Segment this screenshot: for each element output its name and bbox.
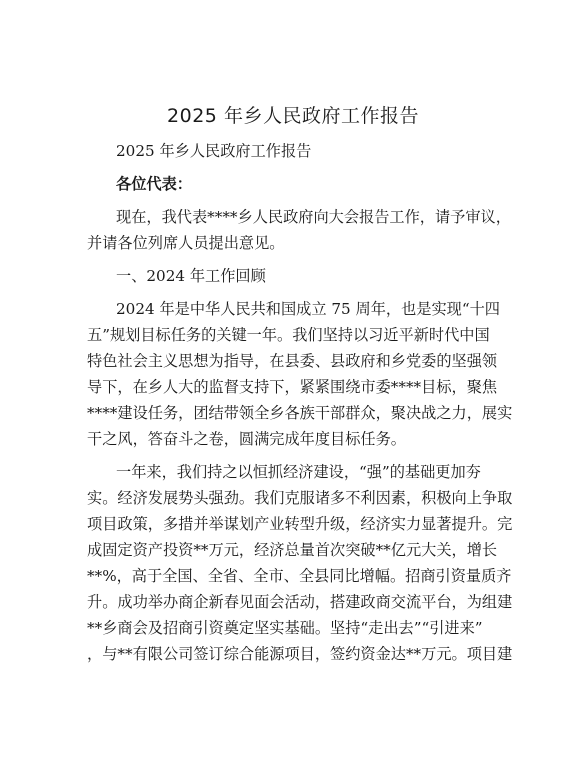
intro-line: 并请各位列席人员提出意见。 [87, 234, 285, 252]
paragraph-2-line: 成固定资产投资**万元，经济总量首次突破**亿元大关，增长 [87, 541, 498, 559]
paragraph-2-line: 升。成功举办商企新春见面会活动，搭建政商交流平台，为组建 [87, 593, 513, 611]
document-subtitle: 2025 年乡人民政府工作报告 [116, 142, 312, 160]
document-title: 2025 年乡人民政府工作报告 [167, 105, 419, 127]
intro-line: 现在，我代表****乡人民政府向大会报告工作，请予审议， [116, 208, 511, 226]
paragraph-2-line: 实。经济发展势头强劲。我们克服诸多不利因素，积极向上争取 [87, 489, 513, 507]
paragraph-1-line: 干之风，答奋斗之卷，圆满完成年度目标任务。 [87, 430, 406, 448]
paragraph-1-line: 特色社会主义思想为指导，在县委、县政府和乡党委的坚强领 [87, 352, 498, 370]
paragraph-2-line: 项目政策，多措并举谋划产业转型升级，经济实力显著提升。完 [87, 515, 513, 533]
paragraph-1-line: 导下，在乡人大的监督支持下，紧紧围绕市委****目标，聚焦 [87, 378, 498, 396]
paragraph-1-line: 五”规划目标任务的关键一年。我们坚持以习近平新时代中国 [87, 326, 490, 344]
paragraph-1-line: 2024 年是中华人民共和国成立 75 周年，也是实现“十四 [116, 300, 500, 318]
salutation: 各位代表： [116, 175, 192, 193]
paragraph-2-line: 一年来，我们持之以恒抓经济建设，“强”的基础更加夯 [116, 463, 481, 481]
paragraph-2-line: ，与**有限公司签订综合能源项目，签约资金达**万元。项目建 [87, 645, 513, 663]
paragraph-2-line: **%，高于全国、全省、全市、全县同比增幅。招商引资量质齐 [87, 567, 512, 585]
paragraph-1-line: ****建设任务，团结带领全乡各族干部群众，聚决战之力，展实 [87, 404, 513, 422]
section-heading: 一、2024 年工作回顾 [116, 267, 266, 285]
paragraph-2-line: **乡商会及招商引资奠定坚实基础。坚持“走出去”“引进来” [87, 619, 483, 637]
